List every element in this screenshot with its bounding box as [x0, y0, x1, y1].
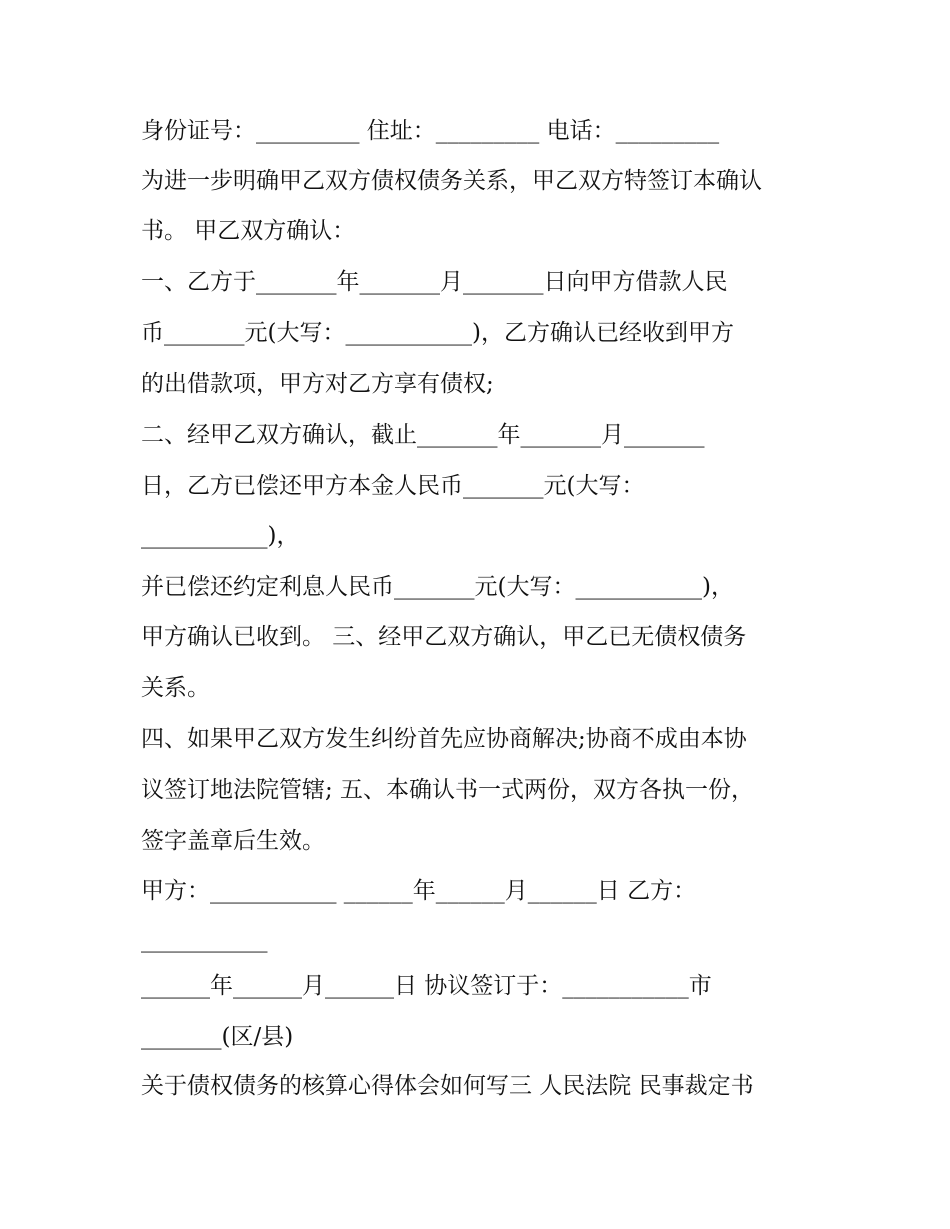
purpose-line-2: 书。 甲乙双方确认：	[141, 218, 356, 244]
clause-1-line-1: 一、乙方于_______年_______月_______日向甲方借款人民	[141, 269, 728, 295]
clause-4-5-line: 议签订地法院管辖; 五、本确认书一式两份，双方各执一份，	[141, 777, 755, 803]
clause-2-line-1: 二、经甲乙双方确认，截止_______年_______月_______	[141, 422, 705, 448]
id-address-phone-line: 身份证号：_________ 住址：_________ 电话：_________	[141, 118, 720, 144]
party-b-signature-blank: ___________	[141, 927, 268, 953]
clause-2-line-3: ___________)，	[141, 523, 300, 549]
clause-2-line-4: 并已偿还约定利息人民币_______元(大写：___________)，	[141, 574, 734, 600]
purpose-line-1: 为进一步明确甲乙双方债权债务关系，甲乙双方特签订本确认	[141, 168, 762, 194]
clause-2-3-line: 甲方确认已收到。 三、经甲乙双方确认，甲乙已无债权债务	[141, 624, 747, 650]
district-line: _______(区/县)	[141, 1024, 294, 1050]
clause-1-line-2: 币_______元(大写：___________)，乙方确认已经收到甲方	[141, 320, 734, 346]
party-a-signature-line: 甲方：___________ ______年______月______日 乙方：	[141, 878, 697, 904]
clause-5-line-2: 签字盖章后生效。	[141, 828, 325, 854]
clause-1-line-3: 的出借款项，甲方对乙方享有债权;	[141, 371, 494, 397]
signing-date-place-line: ______年______月______日 协议签订于：___________市	[141, 973, 712, 999]
clause-4-line-1: 四、如果甲乙双方发生纠纷首先应协商解决;协商不成由本协	[141, 726, 747, 752]
clause-2-line-2: 日，乙方已偿还甲方本金人民币_______元(大写：	[141, 473, 645, 499]
clause-3-line-2: 关系。	[141, 675, 210, 701]
trailing-title-line: 关于债权债务的核算心得体会如何写三 人民法院 民事裁定书	[141, 1073, 754, 1099]
